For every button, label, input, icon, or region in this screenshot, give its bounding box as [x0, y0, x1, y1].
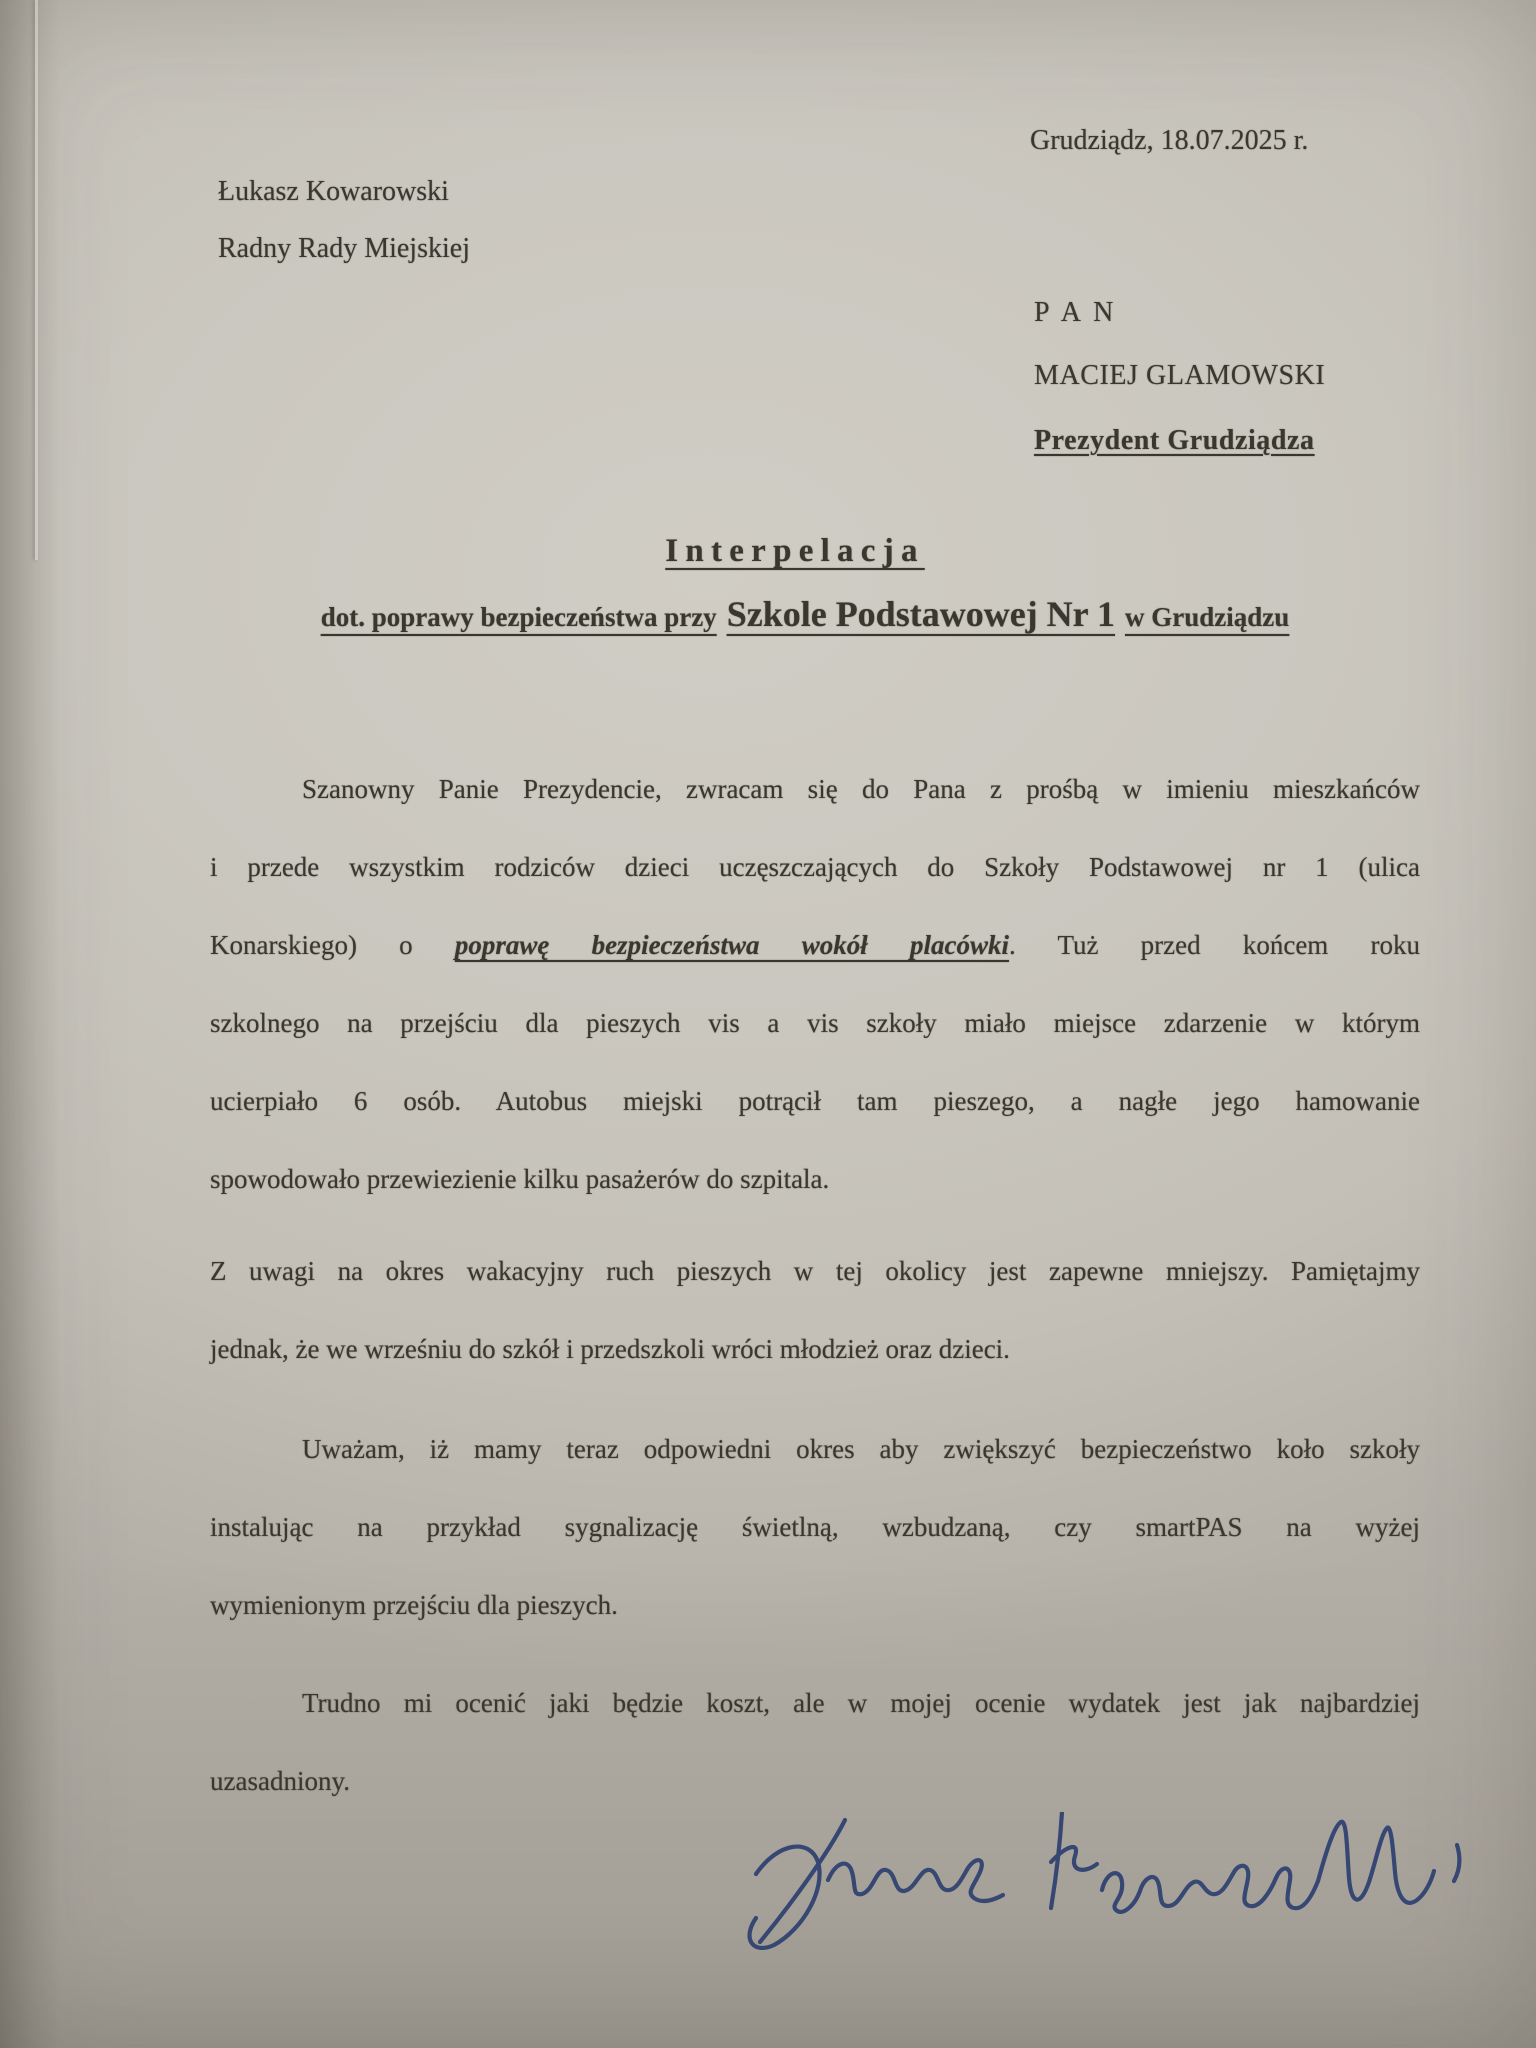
signature-stroke [1102, 1866, 1318, 1912]
signature-stroke [828, 1860, 1003, 1901]
sender-name: Łukasz Kowarowski [218, 176, 449, 207]
body-line: i przede wszystkim rodziców dzieci uczęszczających do Szkoły Podstawowej nr 1 (ulica [210, 852, 1420, 882]
paper-edge-line [35, 0, 38, 560]
body-line: uzasadniony. [210, 1766, 350, 1796]
place-and-date: Grudziądz, 18.07.2025 r. [1030, 125, 1309, 156]
letter-subject-row [64, 593, 1536, 636]
body-text-run: . Tuż przed końcem roku [1008, 930, 1420, 960]
emphasized-phrase: poprawę bezpieczeństwa wokół placówki [454, 930, 1009, 960]
letter-title-row [54, 533, 1536, 570]
body-line: wymienionym przejściu dla pieszych. [210, 1590, 618, 1620]
recipient-role: Prezydent Grudziądza [1034, 425, 1315, 456]
body-line: szkolnego na przejściu dla pieszych vis a vis szkoły miało miejsce zdarzenie w którym [210, 1008, 1420, 1038]
body-line [210, 906, 1420, 984]
body-line: jednak, że we wrześniu do szkół i przedszkoli wróci młodzież oraz dzieci. [210, 1334, 1010, 1364]
recipient-salutation: P A N [1034, 297, 1117, 328]
sender-role: Radny Rady Miejskiej [218, 233, 470, 264]
letter-body [210, 750, 1420, 1820]
letter-subject [321, 594, 1290, 634]
body-line: Z uwagi na okres wakacyjny ruch pieszych w tej okolicy jest zapewne mniejszy. Pamiętajmy [210, 1256, 1420, 1286]
subject-emphasis: Szkole Podstawowej Nr 1 [726, 594, 1115, 634]
signature-stroke [750, 1847, 820, 1948]
body-line: spowodowało przewiezienie kilku pasażerów do szpitala. [210, 1164, 830, 1194]
subject-prefix: dot. poprawy bezpieczeństwa przy [320, 602, 717, 632]
body-line: Szanowny Panie Prezydencie, zwracam się do Pana z prośbą w imieniu mieszkańców [302, 774, 1420, 804]
paragraph [210, 1664, 1420, 1820]
recipient-name: MACIEJ GLAMOWSKI [1034, 360, 1326, 391]
body-line: Trudno mi ocenić jaki będzie koszt, ale w mojej ocenie wydatek jest jak najbardziej [302, 1688, 1420, 1718]
body-line: instalując na przykład sygnalizację świetlną, wzbudzaną, czy smartPAS na wyżej [210, 1512, 1420, 1542]
paragraph [210, 1232, 1420, 1388]
paragraph [210, 750, 1420, 1218]
signature-stroke [760, 1820, 845, 1942]
body-text-run: Konarskiego) o [210, 930, 455, 960]
signature-stroke [1318, 1822, 1434, 1903]
handwritten-signature [740, 1812, 1510, 2042]
letter-title: Interpelacja [665, 533, 925, 569]
signature-stroke [1454, 1845, 1459, 1881]
body-line: Uważam, iż mamy teraz odpowiedni okres aby zwiększyć bezpieczeństwo koło szkoły [302, 1434, 1420, 1464]
body-line: ucierpiało 6 osób. Autobus miejski potrącił tam pieszego, a nagłe jego hamowanie [210, 1086, 1420, 1116]
subject-suffix: w Grudziądzu [1125, 602, 1290, 632]
paragraph [210, 1410, 1420, 1644]
